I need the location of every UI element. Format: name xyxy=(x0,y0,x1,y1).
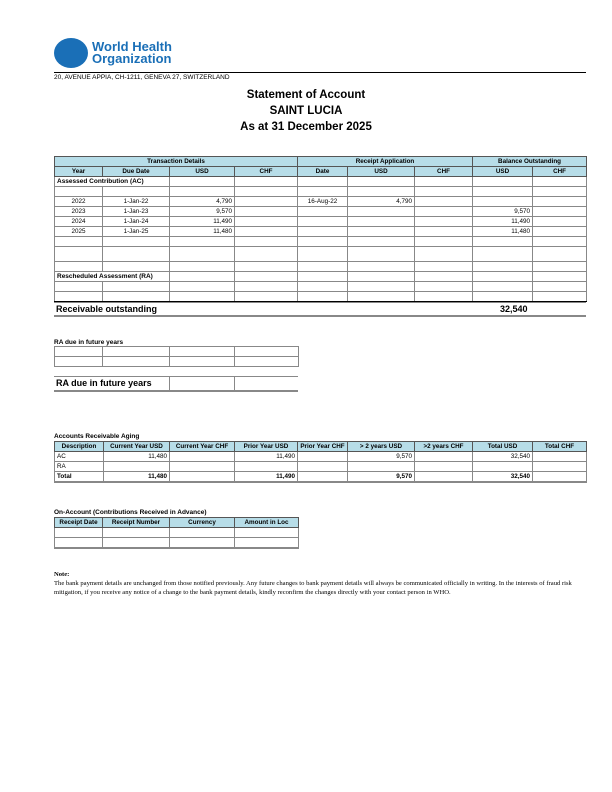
column-header: Total CHF xyxy=(533,442,587,452)
group-transaction-details: Transaction Details xyxy=(55,157,298,167)
org-address: 20, AVENUE APPIA, CH-1211, GENEVA 27, SWITZERLAND xyxy=(54,72,586,81)
table-cell: 1-Jan-22 xyxy=(103,197,170,207)
column-header: USD xyxy=(170,167,235,177)
table-cell xyxy=(533,227,587,237)
column-header: Year xyxy=(55,167,103,177)
ra-future-total-label: RA due in future years xyxy=(56,378,152,388)
statement-date: As at 31 December 2025 xyxy=(240,121,372,133)
group-receipt-application: Receipt Application xyxy=(298,157,473,167)
table-row xyxy=(55,227,587,237)
aging-table xyxy=(54,441,587,483)
column-header: Prior Year CHF xyxy=(298,442,348,452)
group-balance-outstanding: Balance Outstanding xyxy=(473,157,587,167)
table-cell: 11,480 xyxy=(170,227,235,237)
column-header: Due Date xyxy=(103,167,170,177)
total-cell: 11,480 xyxy=(104,472,170,483)
table-row xyxy=(55,207,587,217)
receivable-outstanding-row xyxy=(54,302,586,317)
note-section xyxy=(54,570,586,597)
table-cell xyxy=(415,227,473,237)
table-cell xyxy=(235,462,298,472)
total-cell: 11,490 xyxy=(235,472,298,483)
table-cell: 1-Jan-24 xyxy=(103,217,170,227)
column-header: CHF xyxy=(235,167,298,177)
aging-heading: Accounts Receivable Aging xyxy=(54,433,140,440)
country-name: SAINT LUCIA xyxy=(269,105,343,117)
table-cell: AC xyxy=(55,452,104,462)
table-cell xyxy=(104,462,170,472)
table-cell: 32,540 xyxy=(473,452,533,462)
table-cell: 9,570 xyxy=(348,452,415,462)
table-cell xyxy=(415,197,473,207)
table-cell xyxy=(533,462,587,472)
table-cell: 9,570 xyxy=(473,207,533,217)
ra-future-heading: RA due in future years xyxy=(54,339,124,346)
table-cell: 1-Jan-23 xyxy=(103,207,170,217)
table-cell xyxy=(415,452,473,462)
table-row xyxy=(55,197,587,207)
table-cell: 2023 xyxy=(55,207,103,217)
table-cell xyxy=(533,197,587,207)
table-cell xyxy=(170,452,235,462)
on-account-heading: On-Account (Contributions Received in Advance) xyxy=(54,509,207,516)
column-header: Currency xyxy=(170,518,235,528)
column-header: Current Year USD xyxy=(104,442,170,452)
column-header: Current Year CHF xyxy=(170,442,235,452)
column-header: Amount in Loc xyxy=(235,518,299,528)
column-header: USD xyxy=(473,167,533,177)
table-cell: 4,790 xyxy=(170,197,235,207)
column-header: USD xyxy=(348,167,415,177)
total-cell xyxy=(170,472,235,483)
column-header: >2 years CHF xyxy=(415,442,473,452)
table-cell: 4,790 xyxy=(348,197,415,207)
table-cell xyxy=(298,227,348,237)
table-row xyxy=(55,217,587,227)
table-cell xyxy=(298,452,348,462)
receivable-label: Receivable outstanding xyxy=(56,304,158,314)
table-cell xyxy=(533,207,587,217)
table-cell xyxy=(235,227,298,237)
table-cell: 2024 xyxy=(55,217,103,227)
total-cell xyxy=(533,472,587,483)
receivable-value: 32,540 xyxy=(500,304,528,314)
table-cell: 2025 xyxy=(55,227,103,237)
table-cell: 16-Aug-22 xyxy=(298,197,348,207)
column-header: Prior Year USD xyxy=(235,442,298,452)
table-cell: 2022 xyxy=(55,197,103,207)
on-account-table xyxy=(54,517,299,549)
table-row xyxy=(55,452,587,462)
total-cell xyxy=(415,472,473,483)
note-text: The bank payment details are unchanged from those notified previously. Any future changes to bank payment details will always be communicated officially in writing. In the interests of fraud risk mitigation, if you receive any notice of a change to the bank payment details, kindly reconfirm the changes directly with your contact person in WHO. xyxy=(54,580,572,596)
table-cell: 1-Jan-25 xyxy=(103,227,170,237)
ra-future-table xyxy=(54,346,299,367)
total-cell: 9,570 xyxy=(348,472,415,483)
org-name-1: World Health xyxy=(92,39,172,54)
table-cell xyxy=(533,452,587,462)
table-cell xyxy=(170,462,235,472)
table-cell xyxy=(235,217,298,227)
table-cell: 11,490 xyxy=(473,217,533,227)
column-header: CHF xyxy=(533,167,587,177)
table-row xyxy=(55,462,587,472)
total-cell: 32,540 xyxy=(473,472,533,483)
column-header: CHF xyxy=(415,167,473,177)
column-header: Total USD xyxy=(473,442,533,452)
column-header: Description xyxy=(55,442,104,452)
ac-section-label: Assessed Contribution (AC) xyxy=(55,177,170,187)
who-emblem-icon xyxy=(54,38,88,68)
table-cell xyxy=(348,462,415,472)
table-cell xyxy=(348,217,415,227)
table-cell xyxy=(298,462,348,472)
table-cell: 9,570 xyxy=(170,207,235,217)
table-cell xyxy=(415,217,473,227)
column-header: Receipt Number xyxy=(103,518,170,528)
ra-future-total-row xyxy=(54,376,298,392)
table-cell: 11,490 xyxy=(235,452,298,462)
table-cell xyxy=(348,227,415,237)
statement-title: Statement of Account xyxy=(246,89,366,101)
table-cell: 11,480 xyxy=(473,227,533,237)
column-header: > 2 years USD xyxy=(348,442,415,452)
table-cell xyxy=(298,207,348,217)
table-cell xyxy=(473,462,533,472)
total-cell: Total xyxy=(55,472,104,483)
table-cell xyxy=(415,207,473,217)
note-label: Note: xyxy=(54,571,70,578)
table-cell xyxy=(348,207,415,217)
table-cell xyxy=(235,207,298,217)
table-cell: 11,490 xyxy=(170,217,235,227)
who-logo xyxy=(54,38,172,68)
table-cell: RA xyxy=(55,462,104,472)
transaction-table xyxy=(54,156,587,302)
org-name-2: Organization xyxy=(92,51,172,66)
table-cell: 11,480 xyxy=(104,452,170,462)
table-cell xyxy=(415,462,473,472)
table-cell xyxy=(533,217,587,227)
table-cell xyxy=(473,197,533,207)
table-cell xyxy=(235,197,298,207)
table-cell xyxy=(298,217,348,227)
ra-section-label: Rescheduled Assessment (RA) xyxy=(55,272,170,282)
column-header: Receipt Date xyxy=(55,518,103,528)
total-cell xyxy=(298,472,348,483)
column-header: Date xyxy=(298,167,348,177)
